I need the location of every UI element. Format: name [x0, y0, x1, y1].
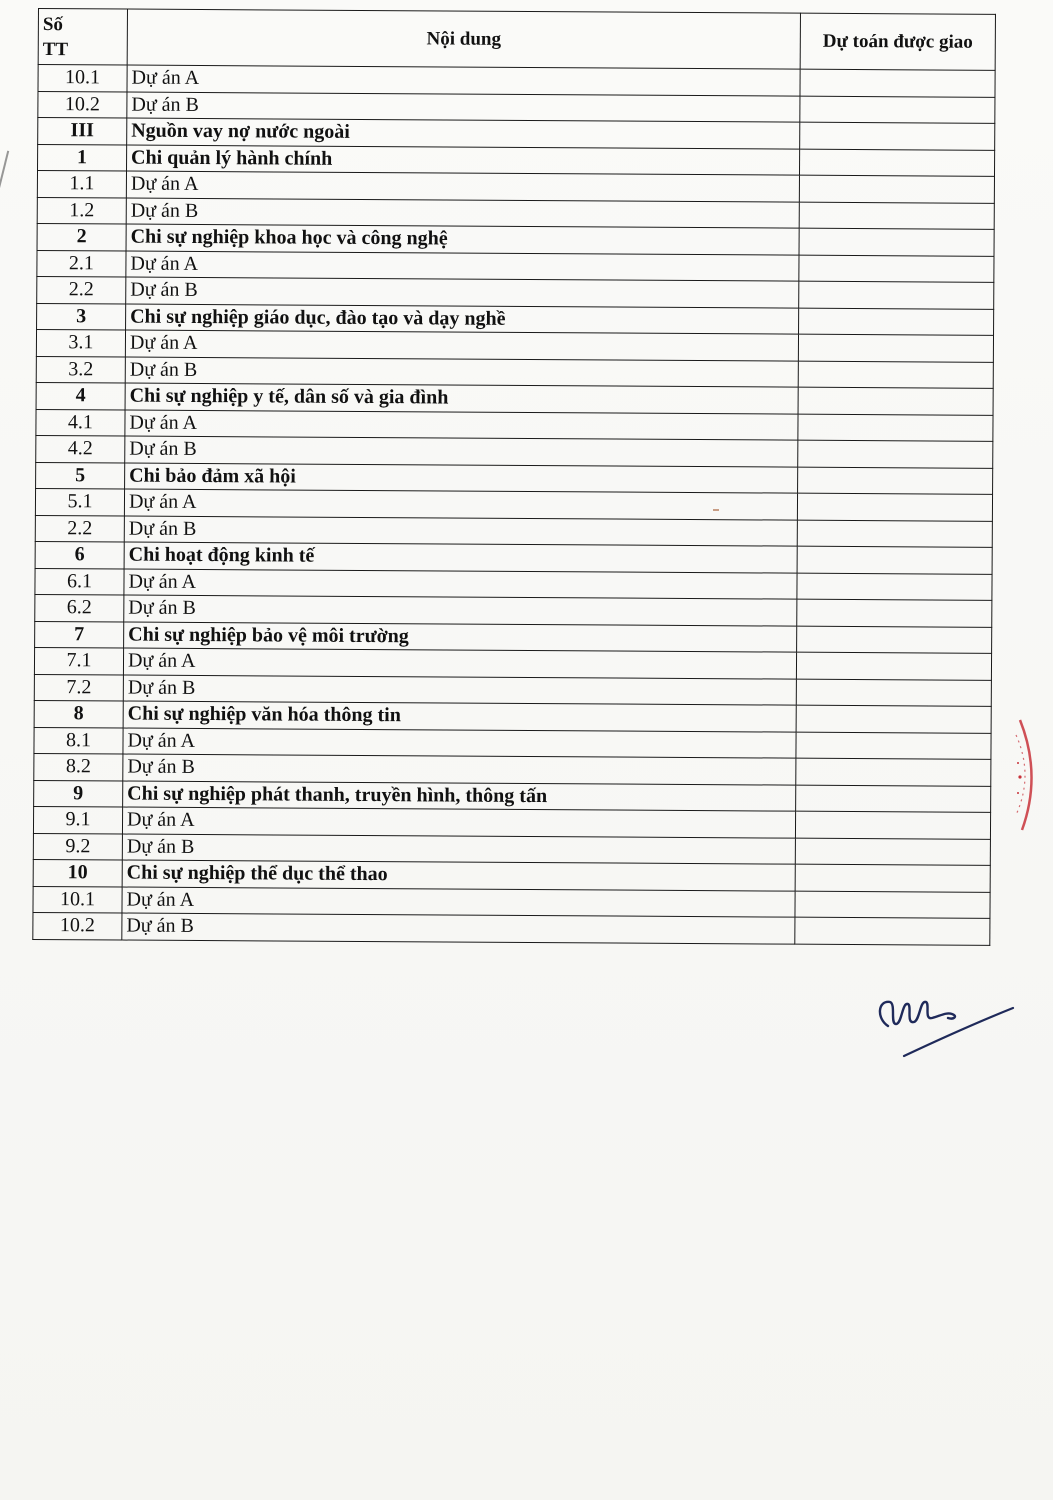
header-content: Nội dung [127, 9, 800, 69]
row-stt: 2.1 [37, 250, 126, 277]
row-stt: 9 [34, 780, 123, 807]
row-content: Chi sự nghiệp y tế, dân số và gia đình [125, 383, 798, 414]
row-stt: 2.2 [37, 276, 126, 303]
row-budget [799, 228, 994, 256]
table-body [33, 65, 995, 945]
row-content: Dự án B [124, 516, 797, 547]
row-budget [798, 414, 993, 442]
row-content: Chi sự nghiệp thể dục thể thao [122, 860, 795, 891]
row-budget [798, 361, 993, 389]
row-budget [798, 334, 993, 362]
row-stt: 2 [37, 223, 126, 250]
row-content: Chi sự nghiệp bảo vệ môi trường [124, 622, 797, 653]
row-budget [795, 917, 990, 945]
table-header-row [38, 9, 995, 71]
row-stt: 7.2 [34, 674, 123, 701]
row-stt: 9.1 [33, 806, 122, 833]
row-stt: 4.1 [36, 409, 125, 436]
row-content: Dự án A [126, 251, 799, 282]
row-content: Chi sự nghiệp khoa học và công nghệ [126, 224, 799, 255]
row-content: Nguồn vay nợ nước ngoài [127, 118, 800, 149]
row-stt: 10.1 [38, 65, 127, 92]
row-stt: 5.1 [35, 488, 124, 515]
row-budget [796, 758, 991, 786]
row-content: Dự án B [125, 357, 798, 388]
row-budget [795, 864, 990, 892]
row-content: Dự án A [122, 887, 795, 918]
row-content: Dự án B [122, 834, 795, 865]
row-budget [797, 626, 992, 654]
row-stt: 3.2 [36, 356, 125, 383]
row-stt: 4 [36, 382, 125, 409]
row-content: Dự án B [125, 436, 798, 467]
table-row [33, 912, 990, 944]
row-content: Dự án A [124, 489, 797, 520]
row-budget [795, 891, 990, 919]
row-stt: 9.2 [33, 833, 122, 860]
row-stt: 8.1 [34, 727, 123, 754]
row-content: Dự án B [122, 913, 795, 944]
row-budget [797, 546, 992, 574]
row-stt: 2.2 [35, 515, 124, 542]
row-budget [796, 732, 991, 760]
row-content: Dự án A [124, 569, 797, 600]
budget-table [32, 8, 996, 945]
row-budget [795, 811, 990, 839]
row-budget [800, 96, 995, 124]
row-budget [799, 255, 994, 283]
row-content: Chi sự nghiệp giáo dục, đào tạo và dạy nghề [126, 304, 799, 335]
row-budget [796, 785, 991, 813]
row-stt: 1.2 [37, 197, 126, 224]
row-budget [797, 520, 992, 548]
row-content: Dự án A [122, 807, 795, 838]
row-budget [795, 838, 990, 866]
row-stt: 6.1 [35, 568, 124, 595]
row-budget [797, 599, 992, 627]
row-content: Dự án A [123, 648, 796, 679]
row-content: Chi bảo đảm xã hội [125, 463, 798, 494]
row-budget [799, 175, 994, 203]
row-content: Dự án B [127, 92, 800, 123]
row-budget [800, 69, 995, 97]
row-stt: 10.2 [33, 912, 122, 939]
row-budget [800, 122, 995, 150]
row-content: Chi quản lý hành chính [127, 145, 800, 176]
header-stt [38, 9, 127, 66]
row-stt: 10.2 [38, 91, 127, 118]
row-content: Dự án A [126, 171, 799, 202]
row-stt: 6 [35, 541, 124, 568]
row-stt: 8 [34, 700, 123, 727]
row-stt: III [38, 118, 127, 145]
row-budget [799, 202, 994, 230]
row-content: Dự án B [126, 277, 799, 308]
row-content: Dự án B [126, 198, 799, 229]
row-content: Chi hoạt động kinh tế [124, 542, 797, 573]
row-budget [797, 573, 992, 601]
row-stt: 1 [38, 144, 127, 171]
page-edge-mark [0, 151, 9, 210]
row-budget [796, 652, 991, 680]
seal-stamp-icon [1012, 715, 1042, 835]
row-content: Dự án B [123, 675, 796, 706]
row-stt: 1.1 [37, 171, 126, 198]
row-stt: 10 [33, 859, 122, 886]
row-content: Dự án B [123, 754, 796, 785]
header-budget: Dự toán được giao [800, 13, 995, 70]
header-stt-line1: Số [42, 13, 64, 35]
row-stt: 10.1 [33, 886, 122, 913]
row-content: Dự án B [124, 595, 797, 626]
signature-icon [868, 990, 1018, 1060]
row-content: Dự án A [125, 330, 798, 361]
row-budget [798, 467, 993, 495]
row-budget [798, 440, 993, 468]
row-stt: 6.2 [35, 594, 124, 621]
header-stt-line2: TT [42, 38, 69, 60]
row-content: Chi sự nghiệp văn hóa thông tin [123, 701, 796, 732]
row-stt: 5 [36, 462, 125, 489]
row-stt: 3.1 [36, 329, 125, 356]
row-stt: 3 [37, 303, 126, 330]
row-stt: 8.2 [34, 753, 123, 780]
row-budget [796, 679, 991, 707]
row-budget [799, 308, 994, 336]
row-content: Dự án A [127, 65, 800, 96]
row-budget [798, 387, 993, 415]
row-budget [797, 493, 992, 521]
row-budget [796, 705, 991, 733]
row-content: Chi sự nghiệp phát thanh, truyền hình, thông tấn [123, 781, 796, 812]
row-budget [799, 281, 994, 309]
row-stt: 4.2 [36, 435, 125, 462]
row-content: Dự án A [125, 410, 798, 441]
row-content: Dự án A [123, 728, 796, 759]
row-stt: 7.1 [34, 647, 123, 674]
row-stt: 7 [35, 621, 124, 648]
row-budget [799, 149, 994, 177]
